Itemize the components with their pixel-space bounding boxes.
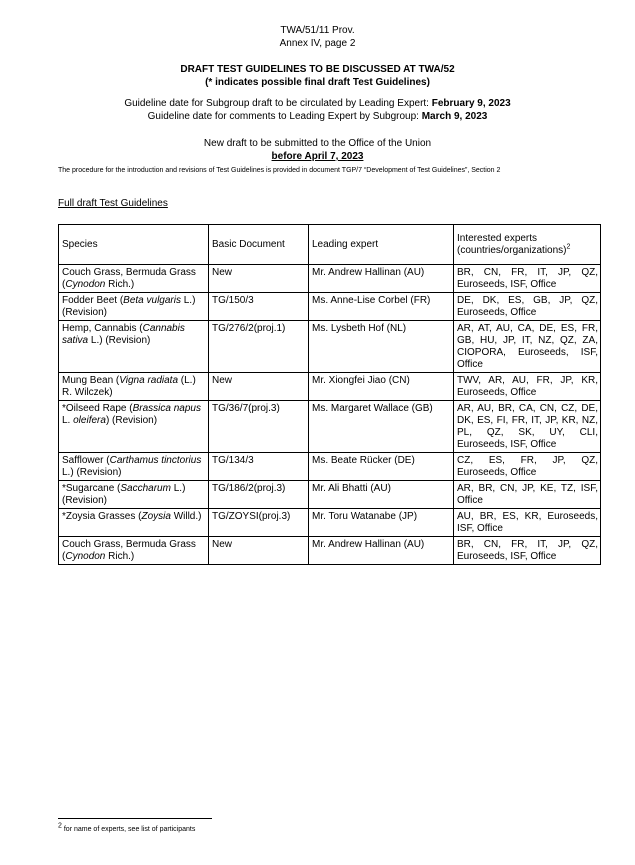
footnote xyxy=(58,822,196,833)
new-draft-deadline: before April 7, 2023 xyxy=(271,151,364,162)
basic-document-cell: TG/36/7(proj.3) xyxy=(209,401,309,453)
title-line-1: DRAFT TEST GUIDELINES TO BE DISCUSSED AT TWA/52 xyxy=(180,64,455,75)
species-cell xyxy=(59,481,209,509)
species-suffix: Rich.) xyxy=(105,551,135,562)
annex-page-label: Annex IV, page 2 xyxy=(279,38,356,49)
interested-experts-cell: BR, CN, FR, IT, JP, QZ, Euroseeds, ISF, Office xyxy=(454,537,601,565)
species-cell xyxy=(59,509,209,537)
species-name: Mung Bean ( xyxy=(62,375,120,386)
section-heading: Full draft Test Guidelines xyxy=(58,198,168,209)
subgroup-date-label: Guideline date for Subgroup draft to be circulated by Leading Expert: xyxy=(124,98,429,109)
interested-experts-cell: AR, AT, AU, CA, DE, ES, FR, GB, HU, JP, IT, NZ, QZ, ZA, CIOPORA, Euroseeds, ISF, Office xyxy=(454,321,601,373)
species-name: Fodder Beet ( xyxy=(62,295,124,306)
table-row xyxy=(59,509,601,537)
header-leading-expert: Leading expert xyxy=(309,225,454,265)
table-row xyxy=(59,453,601,481)
comments-date-label: Guideline date for comments to Leading Expert by Subgroup: xyxy=(147,111,419,122)
species-suffix: Rich.) xyxy=(105,279,135,290)
table-row xyxy=(59,321,601,373)
species-latin-name: Saccharum xyxy=(120,483,171,494)
species-suffix: L.) (Revision) xyxy=(62,295,196,318)
footnote-reference: 2 xyxy=(566,243,571,251)
leading-expert-cell: Mr. Xiongfei Jiao (CN) xyxy=(309,373,454,401)
interested-experts-cell: AU, BR, ES, KR, Euroseeds, ISF, Office xyxy=(454,509,601,537)
footnote-text: for name of experts, see list of participants xyxy=(63,826,196,833)
species-name: Safflower ( xyxy=(62,455,110,466)
species-latin-name: Cynodon xyxy=(65,279,106,290)
species-cell xyxy=(59,537,209,565)
species-latin-name: Cannabis sativa xyxy=(62,323,185,346)
species-suffix: Willd.) xyxy=(170,511,202,522)
document-reference: TWA/51/11 Prov. xyxy=(280,25,355,36)
species-latin-name: Beta vulgaris xyxy=(123,295,181,306)
basic-document-cell: TG/150/3 xyxy=(209,293,309,321)
header-basic-document: Basic Document xyxy=(209,225,309,265)
species-latin-name: Carthamus tinctorius xyxy=(109,455,202,466)
species-name: *Sugarcane ( xyxy=(62,483,121,494)
new-draft-line-1: New draft to be submitted to the Office of the Union xyxy=(203,138,432,149)
basic-document-cell: New xyxy=(209,537,309,565)
leading-expert-cell: Mr. Andrew Hallinan (AU) xyxy=(309,537,454,565)
procedure-note: The procedure for the introduction and revisions of Test Guidelines is provided in document TGP/7 “Development of Test Guidelines”, Section 2 xyxy=(58,167,501,174)
leading-expert-cell: Mr. Andrew Hallinan (AU) xyxy=(309,265,454,293)
species-cell xyxy=(59,265,209,293)
leading-expert-cell: Ms. Beate Rücker (DE) xyxy=(309,453,454,481)
species-name: Couch Grass, Bermuda Grass ( xyxy=(62,539,196,562)
species-latin-name: Vigna radiata xyxy=(119,375,179,386)
species-cell xyxy=(59,321,209,373)
species-suffix: L.) (Revision) xyxy=(62,483,186,506)
table-row xyxy=(59,537,601,565)
leading-expert-cell: Ms. Anne-Lise Corbel (FR) xyxy=(309,293,454,321)
new-draft-notice xyxy=(0,137,635,163)
document-title xyxy=(0,63,635,89)
species-latin-name: Cynodon xyxy=(65,551,106,562)
interested-experts-cell: AR, AU, BR, CA, CN, CZ, DE, DK, ES, FI, FR, IT, JP, KR, NZ, PL, QZ, SK, UY, CLI, Euroseeds, ISF, Office xyxy=(454,401,601,453)
comments-date-value: March 9, 2023 xyxy=(421,111,488,122)
species-latin-name: Zoysia xyxy=(141,511,171,522)
basic-document-cell: TG/ZOYSI(proj.3) xyxy=(209,509,309,537)
page-header xyxy=(0,24,635,50)
header-interested-experts xyxy=(454,225,601,265)
header-species: Species xyxy=(59,225,209,265)
subgroup-date-value: February 9, 2023 xyxy=(431,98,511,109)
species-name: *Oilseed Rape ( xyxy=(62,403,133,414)
leading-expert-cell: Mr. Toru Watanabe (JP) xyxy=(309,509,454,537)
title-line-2: (* indicates possible final draft Test Guidelines) xyxy=(205,77,430,88)
species-cell xyxy=(59,373,209,401)
table-row xyxy=(59,293,601,321)
basic-document-cell: TG/186/2(proj.3) xyxy=(209,481,309,509)
test-guidelines-table xyxy=(58,224,601,565)
subgroup-date-line xyxy=(0,97,635,110)
table-header-row xyxy=(59,225,601,265)
footnote-separator xyxy=(58,818,212,819)
interested-experts-cell: DE, DK, ES, GB, JP, QZ, Euroseeds, Office xyxy=(454,293,601,321)
table-row xyxy=(59,401,601,453)
species-suffix-2: ) (Revision) xyxy=(105,415,158,426)
basic-document-cell: New xyxy=(209,265,309,293)
header-interested-experts-label: Interested experts (countries/organizations) xyxy=(457,232,567,256)
species-suffix: (L.) R. Wilczek) xyxy=(62,375,196,398)
species-name: Couch Grass, Bermuda Grass ( xyxy=(62,267,196,290)
interested-experts-cell: CZ, ES, FR, JP, QZ, Euroseeds, Office xyxy=(454,453,601,481)
species-suffix: L.) (Revision) xyxy=(88,335,151,346)
species-name: *Zoysia Grasses ( xyxy=(62,511,142,522)
species-cell xyxy=(59,453,209,481)
comments-date-line xyxy=(0,110,635,123)
basic-document-cell: New xyxy=(209,373,309,401)
species-suffix: L. xyxy=(62,415,74,426)
species-cell xyxy=(59,293,209,321)
table-row xyxy=(59,481,601,509)
footnote-marker: 2 xyxy=(58,822,62,830)
leading-expert-cell: Mr. Ali Bhatti (AU) xyxy=(309,481,454,509)
table-row xyxy=(59,373,601,401)
leading-expert-cell: Ms. Lysbeth Hof (NL) xyxy=(309,321,454,373)
interested-experts-cell: AR, BR, CN, JP, KE, TZ, ISF, Office xyxy=(454,481,601,509)
basic-document-cell: TG/134/3 xyxy=(209,453,309,481)
interested-experts-cell: BR, CN, FR, IT, JP, QZ, Euroseeds, ISF, Office xyxy=(454,265,601,293)
interested-experts-cell: TWV, AR, AU, FR, JP, KR, Euroseeds, Office xyxy=(454,373,601,401)
leading-expert-cell: Ms. Margaret Wallace (GB) xyxy=(309,401,454,453)
basic-document-cell: TG/276/2(proj.1) xyxy=(209,321,309,373)
species-name: Hemp, Cannabis ( xyxy=(62,323,143,334)
species-cell xyxy=(59,401,209,453)
species-latin-variety: oleifera xyxy=(73,415,106,426)
species-latin-name: Brassica napus xyxy=(132,403,201,414)
table-row xyxy=(59,265,601,293)
species-suffix: L.) (Revision) xyxy=(62,467,122,478)
guideline-dates xyxy=(0,97,635,123)
